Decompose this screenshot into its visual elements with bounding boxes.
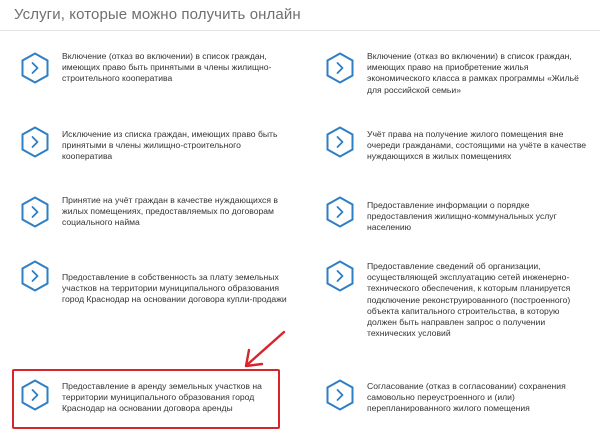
highlight-frame [12,369,280,429]
service-item-out-of-turn-housing[interactable] [325,122,590,170]
chevron-right-hexagon-icon [325,52,355,84]
service-item-engineering-networks-info[interactable] [325,255,590,355]
page-title: Услуги, которые можно получить онлайн [14,6,301,23]
service-label: Включение (отказ во включении) в список граждан, имеющих право быть принятыми в члены жилищно-строительного кооператива [62,51,272,84]
title-divider [0,30,600,31]
service-item-redevelopment-approval[interactable] [325,373,590,425]
chevron-right-hexagon-icon [20,260,50,292]
service-label: Согласование (отказ в согласовании) сохранения самовольно переустроенного и (или) перепланированного жилого помещения [367,381,566,414]
service-item-family-housing-program[interactable] [325,48,590,96]
chevron-right-hexagon-icon [20,196,50,228]
chevron-right-hexagon-icon [20,126,50,158]
service-item-utility-info[interactable] [325,192,590,240]
service-item-land-sale[interactable] [20,258,290,308]
service-label: Включение (отказ во включении) в список граждан, имеющих право на приобретение жилья экономического класса в рамках программы «Жильё для российской семьи» [367,51,579,95]
chevron-right-hexagon-icon [325,260,355,292]
chevron-right-hexagon-icon [325,126,355,158]
service-label: Предоставление в аренду земельных участков на территории муниципального образования город Краснодар на основании договора аренды [62,381,262,414]
service-label: Принятие на учёт граждан в качестве нуждающихся в жилых помещениях, предоставляемых по договорам социального найма [62,195,278,228]
service-item-social-housing-registration[interactable] [20,192,290,240]
service-label: Предоставление сведений об организации, осуществляющей эксплуатацию сетей инженерно-технического обеспечения, к которым планируется подключение реконструированного (построенного) объекта капитального строительства, в которую должен быть направлен запрос о получении технических условий [367,261,571,339]
service-label: Исключение из списка граждан, имеющих право быть принятыми в члены жилищно-строительного кооператива [62,129,278,162]
service-item-jsk-inclusion[interactable] [20,48,290,96]
service-item-jsk-exclusion[interactable] [20,122,290,170]
chevron-right-hexagon-icon [20,52,50,84]
service-label: Предоставление в собственность за плату земельных участков на территории муниципального образования город Краснодар на основании договора купли-продажи [62,272,287,305]
chevron-right-hexagon-icon [325,196,355,228]
chevron-right-hexagon-icon [325,379,355,411]
service-label: Предоставление информации о порядке предоставления жилищно-коммунальных услуг населению [367,200,557,233]
service-label: Учёт права на получение жилого помещения вне очереди гражданами, состоящими на учёте в качестве нуждающихся в жилых помещениях [367,129,587,162]
